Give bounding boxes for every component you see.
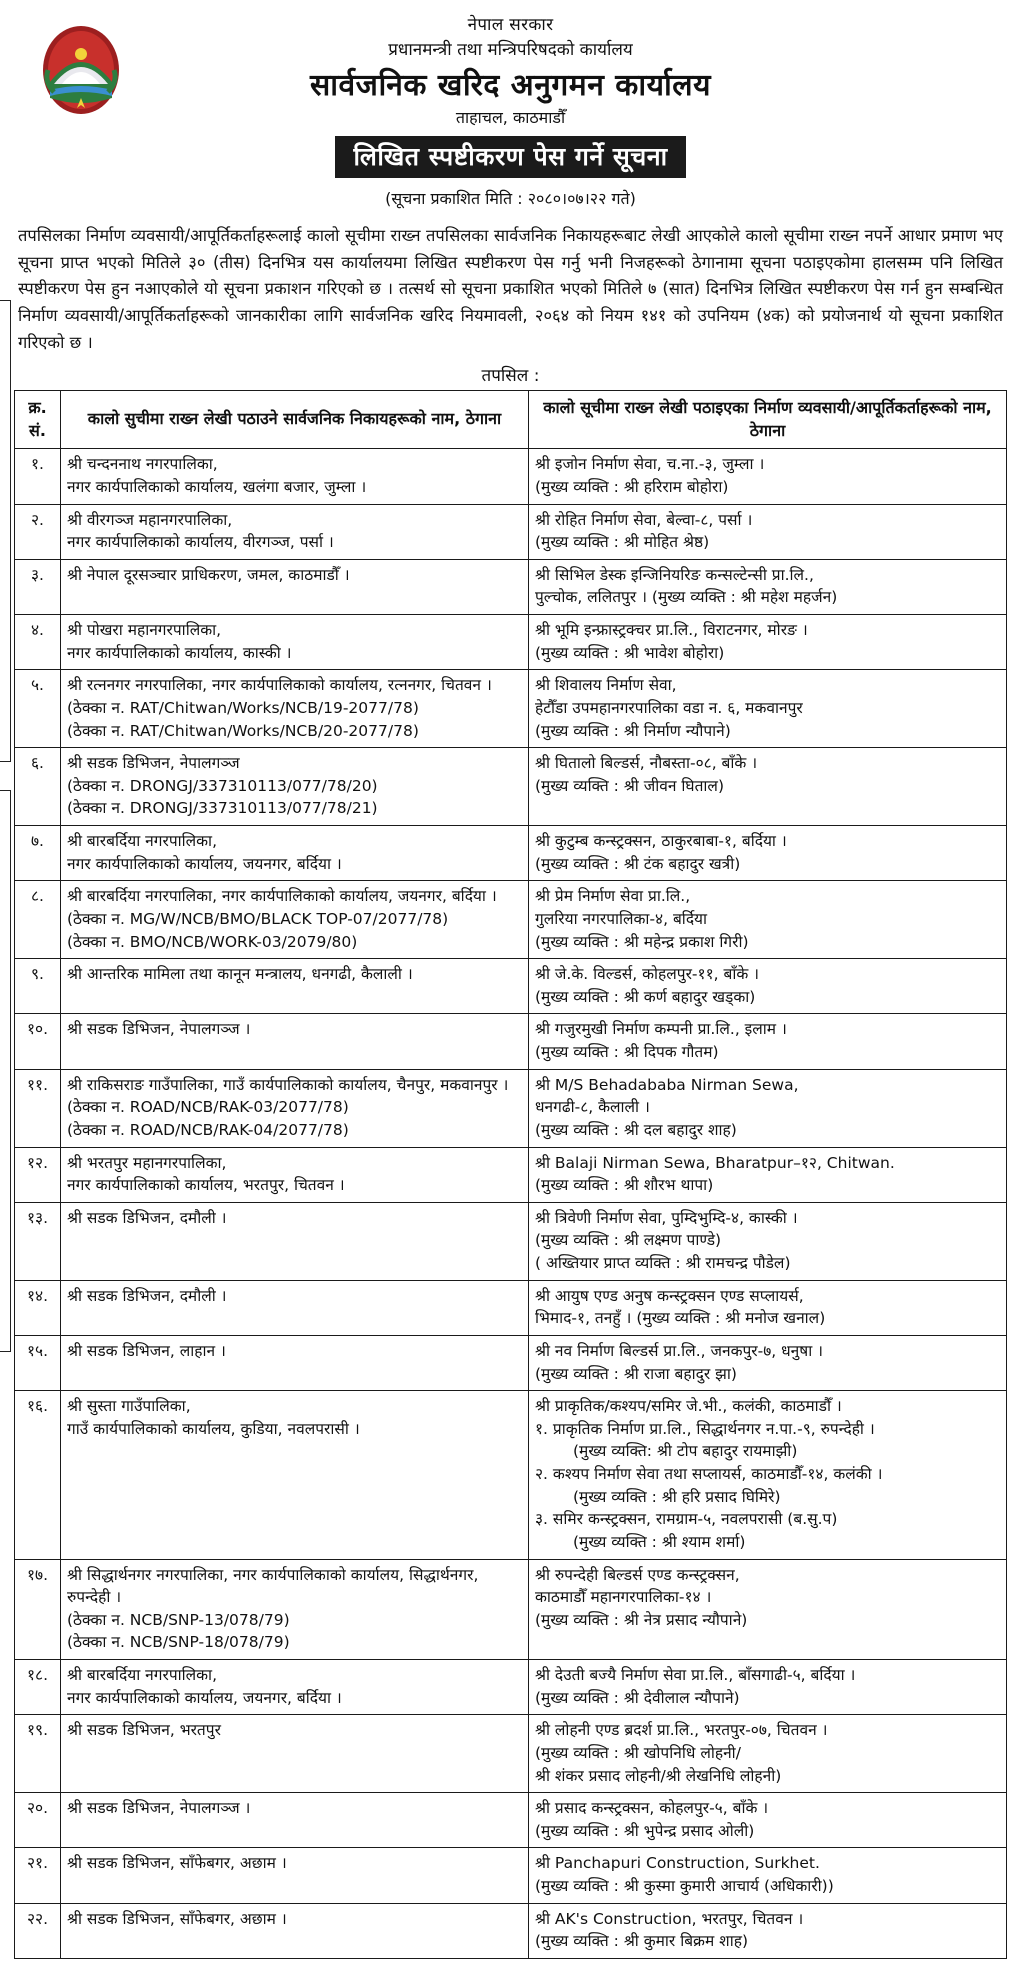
cell-line: भिमाद-१, तनहुँ । (मुख्य व्यक्ति : श्री मनोज खनाल) xyxy=(535,1309,826,1328)
cell-line: नगर कार्यपालिकाको कार्यालय, वीरगञ्ज, पर्सा । xyxy=(67,533,334,552)
cell-serial: ६. xyxy=(15,748,61,826)
table-row xyxy=(15,1903,1007,1958)
cell-line: श्री भूमि इन्फ्रास्ट्रक्चर प्रा.लि., विराटनगर, मोरङ । xyxy=(535,621,808,640)
table-row xyxy=(15,449,1007,504)
cell-line: (ठेक्का न. ROAD/NCB/RAK-04/2077/78) xyxy=(67,1120,349,1139)
cell-line: श्री इजोन निर्माण सेवा, च.ना.-३, जुम्ला । xyxy=(535,455,765,474)
cell-line: (मुख्य व्यक्ति : श्री मोहित श्रेष्ठ) xyxy=(535,533,710,552)
cell-line: श्री त्रिवेणी निर्माण सेवा, पुम्दिभुम्दि-४, कास्की । xyxy=(535,1208,798,1227)
cell-line: २. कश्यप निर्माण सेवा तथा सप्लायर्स, काठमाडौँ-१४, कलंकी । xyxy=(535,1465,883,1484)
cell-line: (मुख्य व्यक्ति : श्री कुमार बिक्रम शाह) xyxy=(535,1932,748,1951)
cell-line: १. प्राकृतिक निर्माण प्रा.लि., सिद्धार्थनगर न.पा.-९, रुपन्देही । xyxy=(535,1419,875,1438)
cell-line: श्री सडक डिभिजन, नेपालगञ्ज । xyxy=(67,1799,251,1818)
cell-contractor xyxy=(529,1848,1007,1903)
cell-contractor xyxy=(529,881,1007,959)
cell-line: श्री प्रेम निर्माण सेवा प्रा.लि., xyxy=(535,887,691,906)
cell-line: श्री जे.के. विल्डर्स, कोहलपुर-११, बाँके । xyxy=(535,965,760,984)
cell-contractor xyxy=(529,1559,1007,1660)
cell-line: (ठेक्का न. NCB/SNP-13/078/79) xyxy=(67,1610,290,1629)
cell-line: श्री आयुष एण्ड अनुष कन्स्ट्रक्सन एण्ड सप्लायर्स, xyxy=(535,1286,804,1305)
table-row xyxy=(15,1280,1007,1335)
table-row xyxy=(15,826,1007,881)
cell-public-entity xyxy=(61,826,529,881)
cell-line: (मुख्य व्यक्ति : श्री खोपनिधि लोहनी/ xyxy=(535,1743,741,1762)
cell-public-entity xyxy=(61,670,529,748)
cell-contractor xyxy=(529,1202,1007,1280)
cell-line: (ठेक्का न. ROAD/NCB/RAK-03/2077/78) xyxy=(67,1098,349,1117)
page-edge-decoration-top xyxy=(0,300,11,762)
publish-date: (सूचना प्रकाशित मिति : २०८०।०७।२२ गते) xyxy=(385,189,636,208)
cell-contractor xyxy=(529,449,1007,504)
cell-line: श्री भरतपुर महानगरपालिका, xyxy=(67,1153,227,1172)
cell-line: श्री वीरगञ्ज महानगरपालिका, xyxy=(67,510,233,529)
cell-contractor xyxy=(529,748,1007,826)
cell-line: धनगढी-८, कैलाली । xyxy=(535,1098,650,1117)
cell-serial: १५. xyxy=(15,1335,61,1390)
cell-line: (मुख्य व्यक्ति : श्री दल बहादुर शाह) xyxy=(535,1120,737,1139)
cell-public-entity xyxy=(61,1069,529,1147)
cell-public-entity xyxy=(61,1014,529,1069)
page-edge-decoration-bottom xyxy=(0,790,11,1352)
cell-line: (मुख्य व्यक्ति : श्री जीवन घिताल) xyxy=(535,776,724,795)
cell-line: श्री सडक डिभिजन, लाहान । xyxy=(67,1341,226,1360)
cell-line: नगर कार्यपालिकाको कार्यालय, जयनगर, बर्दिया । xyxy=(67,854,342,873)
cell-serial: ९. xyxy=(15,959,61,1014)
cell-line: काठमाडौँ महानगरपालिका-१४ । xyxy=(535,1588,712,1607)
cell-line: श्री बारबर्दिया नगरपालिका, xyxy=(67,1666,218,1685)
cell-line: (ठेक्का न. MG/W/NCB/BMO/BLACK TOP-07/2077/78) xyxy=(67,909,449,928)
cell-line: श्री बारबर्दिया नगरपालिका, xyxy=(67,832,218,851)
cell-public-entity xyxy=(61,1715,529,1793)
cell-line: (मुख्य व्यक्ति : श्री टंक बहादुर खत्री) xyxy=(535,854,741,873)
office-parent: प्रधानमन्त्री तथा मन्त्रिपरिषदको कार्यालय xyxy=(388,40,633,60)
cell-line: श्री प्राकृतिक/कश्यप/समिर जे.भी., कलंकी, काठमाडौँ । xyxy=(535,1397,842,1416)
header-contractor: कालो सूचीमा राख्न लेखी पठाइएका निर्माण व्यवसायी/आपूर्तिकर्ताहरूको नाम, ठेगाना xyxy=(529,390,1007,449)
cell-line: श्री सुस्ता गाउँपालिका, xyxy=(67,1397,191,1416)
cell-line: श्री सडक डिभिजन, साँफेबगर, अछाम । xyxy=(67,1854,287,1873)
cell-public-entity xyxy=(61,1391,529,1559)
cell-line: श्री राकिसराङ गाउँपालिका, गाउँ कार्यपालिकाको कार्यालय, चैनपुर, मकवानपुर । xyxy=(67,1075,509,1094)
cell-serial: १२. xyxy=(15,1147,61,1202)
cell-line: (मुख्य व्यक्ति : श्री राजा बहादुर झा) xyxy=(535,1364,737,1383)
cell-contractor xyxy=(529,1147,1007,1202)
cell-line: (ठेक्का न. DRONGJ/337310113/077/78/20) xyxy=(67,776,378,795)
cell-line: (ठेक्का न. RAT/Chitwan/Works/NCB/19-2077/78) xyxy=(67,698,419,717)
cell-line: श्री शंकर प्रसाद लोहनी/श्री लेखनिधि लोहनी) xyxy=(535,1766,782,1785)
cell-line: श्री लोहनी एण्ड ब्रदर्श प्रा.लि., भरतपुर-०७, चितवन । xyxy=(535,1721,828,1740)
table-body xyxy=(15,449,1007,1959)
cell-line: श्री रोहित निर्माण सेवा, बेल्वा-८, पर्सा । xyxy=(535,510,753,529)
document-header xyxy=(14,10,1007,219)
table-row xyxy=(15,1147,1007,1202)
cell-public-entity xyxy=(61,1202,529,1280)
table-row xyxy=(15,1793,1007,1848)
cell-line: श्री M/S Behadababa Nirman Sewa, xyxy=(535,1075,799,1094)
table-row xyxy=(15,504,1007,559)
table-row xyxy=(15,1335,1007,1390)
cell-line: श्री पोखरा महानगरपालिका, xyxy=(67,621,222,640)
cell-line: श्री सडक डिभिजन, दमौली । xyxy=(67,1208,227,1227)
cell-line: श्री सडक डिभिजन, दमौली । xyxy=(67,1286,227,1305)
cell-line: श्री रत्ननगर नगरपालिका, नगर कार्यपालिकाको कार्यालय, रत्ननगर, चितवन । xyxy=(67,676,492,695)
table-row xyxy=(15,670,1007,748)
cell-line: श्री Balaji Nirman Sewa, Bharatpur–१२, Chitwan. xyxy=(535,1153,895,1172)
office-name: सार्वजनिक खरिद अनुगमन कार्यालय xyxy=(309,68,712,103)
cell-public-entity xyxy=(61,1660,529,1715)
cell-serial: १९. xyxy=(15,1715,61,1793)
cell-public-entity xyxy=(61,1335,529,1390)
cell-public-entity xyxy=(61,881,529,959)
cell-line: (मुख्य व्यक्ति : श्री श्याम शर्मा) xyxy=(573,1532,746,1551)
cell-line: श्री देउती बज्यै निर्माण सेवा प्रा.लि., बाँसगाढी-५, बर्दिया । xyxy=(535,1666,856,1685)
table-row xyxy=(15,559,1007,614)
cell-serial: १०. xyxy=(15,1014,61,1069)
cell-contractor xyxy=(529,559,1007,614)
schedule-heading: तपसिल : xyxy=(481,365,540,386)
cell-line: श्री Panchapuri Construction, Surkhet. xyxy=(535,1854,820,1873)
office-address: ताहाचल, काठमाडौँ xyxy=(455,108,566,127)
table-row xyxy=(15,1014,1007,1069)
cell-serial: ५. xyxy=(15,670,61,748)
cell-public-entity xyxy=(61,1903,529,1958)
cell-contractor xyxy=(529,504,1007,559)
cell-line: नगर कार्यपालिकाको कार्यालय, कास्की । xyxy=(67,643,292,662)
cell-line: श्री आन्तरिक मामिला तथा कानून मन्त्रालय, धनगढी, कैलाली । xyxy=(67,965,413,984)
cell-public-entity xyxy=(61,559,529,614)
cell-line: श्री AK's Construction, भरतपुर, चितवन । xyxy=(535,1909,804,1928)
cell-line: (मुख्य व्यक्ति : श्री भावेश बोहोरा) xyxy=(535,643,725,662)
cell-line: (मुख्य व्यक्ति : श्री कुस्मा कुमारी आचार्य (अधिकारी)) xyxy=(535,1877,834,1896)
cell-line: श्री नव निर्माण बिल्डर्स प्रा.लि., जनकपुर-७, धनुषा । xyxy=(535,1341,824,1360)
cell-line: (मुख्य व्यक्ति: श्री टोप बहादुर रायमाझी) xyxy=(573,1442,798,1461)
cell-contractor xyxy=(529,1793,1007,1848)
cell-serial: १४. xyxy=(15,1280,61,1335)
table-row xyxy=(15,748,1007,826)
cell-public-entity xyxy=(61,1280,529,1335)
cell-line: (मुख्य व्यक्ति : श्री दिपक गौतम) xyxy=(535,1043,719,1062)
cell-line: श्री सडक डिभिजन, नेपालगञ्ज xyxy=(67,754,240,773)
header-serial: क्र. सं. xyxy=(15,390,61,449)
cell-line: श्री सडक डिभिजन, साँफेबगर, अछाम । xyxy=(67,1909,287,1928)
table-row xyxy=(15,881,1007,959)
cell-line: नगर कार्यपालिकाको कार्यालय, भरतपुर, चितवन । xyxy=(67,1176,345,1195)
table-row xyxy=(15,1559,1007,1660)
cell-line: (मुख्य व्यक्ति : श्री भुपेन्द्र प्रसाद ओली) xyxy=(535,1821,755,1840)
table-row xyxy=(15,1715,1007,1793)
cell-line: (मुख्य व्यक्ति : श्री हरिराम बोहोरा) xyxy=(535,477,729,496)
cell-line: (मुख्य व्यक्ति : श्री महेन्द्र प्रकाश गिरी) xyxy=(535,932,749,951)
cell-public-entity xyxy=(61,1147,529,1202)
gov-name: नेपाल सरकार xyxy=(467,15,554,35)
cell-serial: १७. xyxy=(15,1559,61,1660)
cell-serial: २१. xyxy=(15,1848,61,1903)
cell-line: (ठेक्का न. BMO/NCB/WORK-03/2079/80) xyxy=(67,932,358,951)
cell-public-entity xyxy=(61,748,529,826)
notice-body-paragraph: तपसिलका निर्माण व्यवसायी/आपूर्तिकर्ताहरूलाई कालो सूचीमा राख्न तपसिलका सार्वजनिक निकायहरूबाट लेखी आएकोले कालो सूचीमा राख्न नपर्ने आधार प्रमाण भए सूचना प्राप्त भएको मितिले ३० (तीस) दिनभित्र यस कार्यालयमा लिखित स्पष्टीकरण पेस गर्नु भनी निजहरूको ठेगानामा सूचना पठाइएकोमा हालसम्म पनि लिखित स्पष्टीकरण पेस हुन नआएकोले यो सूचना प्रकाशन गरिएको छ । तत्सर्थ सो सूचना प्रकाशित भएको मितिले ७ (सात) दिनभित्र लिखित स्पष्टीकरण पेस गर्न हुन सम्बन्धित निर्माण व्यवसायी/आपूर्तिकर्ताहरूको जानकारीका लागि सार्वजनिक खरिद नियमावली, २०६४ को नियम १४१ को उपनियम (४क) को प्रयोजनार्थ यो सूचना प्रकाशित गरिएको छ । xyxy=(18,226,1003,352)
cell-line: श्री सिभिल डेस्क इन्जिनियरिङ कन्सल्टेन्सी प्रा.लि., xyxy=(535,565,814,584)
cell-contractor xyxy=(529,1280,1007,1335)
cell-line: श्री बारबर्दिया नगरपालिका, नगर कार्यपालिकाको कार्यालय, जयनगर, बर्दिया । xyxy=(67,887,497,906)
cell-line: गुलरिया नगरपालिका-४, बर्दिया xyxy=(535,909,708,928)
cell-serial: ११. xyxy=(15,1069,61,1147)
cell-contractor xyxy=(529,826,1007,881)
header-public-entity: कालो सुचीमा राख्न लेखी पठाउने सार्वजनिक निकायहरूको नाम, ठेगाना xyxy=(61,390,529,449)
notice-title: लिखित स्पष्टीकरण पेस गर्ने सूचना xyxy=(335,136,685,178)
cell-contractor xyxy=(529,615,1007,670)
cell-line: ( अख्तियार प्राप्त व्यक्ति : श्री रामचन्द्र पौडेल) xyxy=(535,1254,791,1273)
cell-line: (मुख्य व्यक्ति : श्री कर्ण बहादुर खड्का) xyxy=(535,987,756,1006)
cell-line: श्री सिद्धार्थनगर नगरपालिका, नगर कार्यपालिकाको कार्यालय, सिद्धार्थनगर, रुपन्देही । xyxy=(67,1565,479,1607)
cell-line: नगर कार्यपालिकाको कार्यालय, जयनगर, बर्दिया । xyxy=(67,1688,342,1707)
cell-contractor xyxy=(529,1069,1007,1147)
cell-line: हेटौँडा उपमहानगरपालिका वडा न. ६, मकवानपुर xyxy=(535,698,803,717)
cell-contractor xyxy=(529,959,1007,1014)
cell-line: श्री कुटुम्ब कन्स्ट्रक्सन, ठाकुरबाबा-१, बर्दिया । xyxy=(535,832,787,851)
blacklist-table xyxy=(14,390,1007,1959)
cell-serial: १. xyxy=(15,449,61,504)
table-row xyxy=(15,1202,1007,1280)
cell-line: (ठेक्का न. DRONGJ/337310113/077/78/21) xyxy=(67,799,378,818)
cell-serial: १८. xyxy=(15,1660,61,1715)
cell-public-entity xyxy=(61,959,529,1014)
cell-line: श्री नेपाल दूरसञ्चार प्राधिकरण, जमल, काठमाडौँ । xyxy=(67,565,350,584)
cell-line: गाउँ कार्यपालिकाको कार्यालय, कुडिया, नवलपरासी । xyxy=(67,1419,360,1438)
cell-public-entity xyxy=(61,504,529,559)
cell-line: (मुख्य व्यक्ति : श्री निर्माण न्यौपाने) xyxy=(535,721,731,740)
table-row xyxy=(15,1660,1007,1715)
cell-line: श्री सडक डिभिजन, भरतपुर xyxy=(67,1721,221,1740)
cell-line: (मुख्य व्यक्ति : श्री लक्ष्मण पाण्डे) xyxy=(535,1231,722,1250)
cell-line: पुल्चोक, ललितपुर । (मुख्य व्यक्ति : श्री महेश महर्जन) xyxy=(535,588,838,607)
cell-serial: २२. xyxy=(15,1903,61,1958)
nepal-government-emblem-icon xyxy=(40,24,122,116)
table-row xyxy=(15,1069,1007,1147)
cell-contractor xyxy=(529,1014,1007,1069)
cell-serial: २०. xyxy=(15,1793,61,1848)
cell-serial: २. xyxy=(15,504,61,559)
cell-contractor xyxy=(529,1903,1007,1958)
cell-public-entity xyxy=(61,615,529,670)
cell-line: श्री सडक डिभिजन, नेपालगञ्ज । xyxy=(67,1020,251,1039)
cell-public-entity xyxy=(61,449,529,504)
cell-contractor xyxy=(529,1660,1007,1715)
cell-line: (मुख्य व्यक्ति : श्री देवीलाल न्यौपाने) xyxy=(535,1688,740,1707)
cell-serial: १६. xyxy=(15,1391,61,1559)
cell-line: (ठेक्का न. RAT/Chitwan/Works/NCB/20-2077/78) xyxy=(67,721,419,740)
cell-line: श्री रुपन्देही बिल्डर्स एण्ड कन्स्ट्रक्सन, xyxy=(535,1565,740,1584)
table-header-row xyxy=(15,390,1007,449)
cell-public-entity xyxy=(61,1793,529,1848)
cell-contractor xyxy=(529,670,1007,748)
cell-contractor xyxy=(529,1391,1007,1559)
cell-line: (मुख्य व्यक्ति : श्री नेत्र प्रसाद न्यौपाने) xyxy=(535,1610,748,1629)
cell-line: श्री गजुरमुखी निर्माण कम्पनी प्रा.लि., इलाम । xyxy=(535,1020,787,1039)
cell-line: श्री शिवालय निर्माण सेवा, xyxy=(535,676,677,695)
cell-contractor xyxy=(529,1335,1007,1390)
table-row xyxy=(15,959,1007,1014)
table-row xyxy=(15,1848,1007,1903)
cell-line: नगर कार्यपालिकाको कार्यालय, खलंगा बजार, जुम्ला । xyxy=(67,477,367,496)
cell-line: श्री प्रसाद कन्स्ट्रक्सन, कोहलपुर-५, बाँके । xyxy=(535,1799,769,1818)
cell-public-entity xyxy=(61,1848,529,1903)
cell-serial: ४. xyxy=(15,615,61,670)
cell-contractor xyxy=(529,1715,1007,1793)
cell-public-entity xyxy=(61,1559,529,1660)
cell-line: (मुख्य व्यक्ति : श्री शौरभ थापा) xyxy=(535,1176,714,1195)
cell-serial: १३. xyxy=(15,1202,61,1280)
cell-line: श्री घितालो बिल्डर्स, नौबस्ता-०८, बाँके । xyxy=(535,754,758,773)
table-row xyxy=(15,1391,1007,1559)
cell-line: ३. समिर कन्स्ट्रक्सन, रामग्राम-५, नवलपरासी (ब.सु.प) xyxy=(535,1510,838,1529)
cell-serial: ७. xyxy=(15,826,61,881)
table-row xyxy=(15,615,1007,670)
cell-line: (ठेक्का न. NCB/SNP-18/078/79) xyxy=(67,1633,290,1652)
cell-line: (मुख्य व्यक्ति : श्री हरि प्रसाद घिमिरे) xyxy=(573,1487,781,1506)
cell-line: श्री चन्दननाथ नगरपालिका, xyxy=(67,455,218,474)
cell-serial: ८. xyxy=(15,881,61,959)
cell-serial: ३. xyxy=(15,559,61,614)
